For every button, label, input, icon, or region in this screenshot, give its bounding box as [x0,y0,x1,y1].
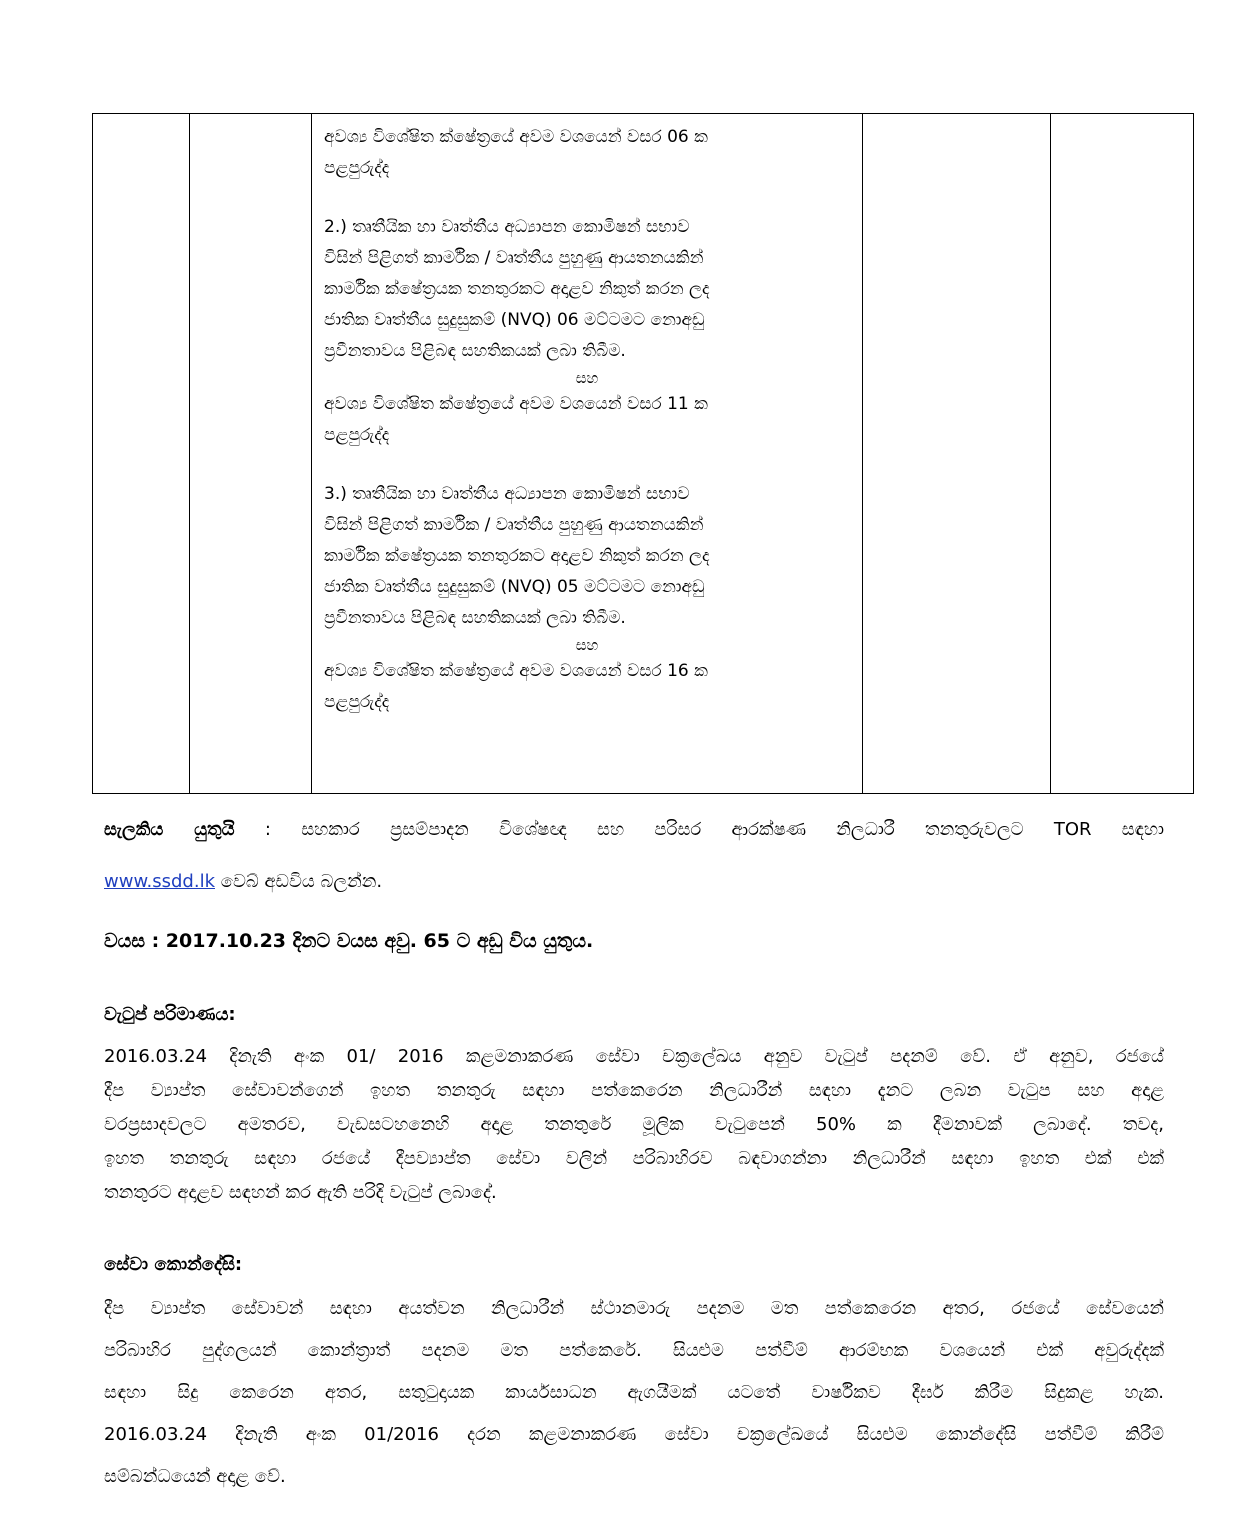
service-line: පරිබාහිර පුද්ගලයන් කොන්ත්‍රාත් පදනම මත පත්කෙරේ. සියළුම පත්වීම් ආරම්භක වශයෙන් එක් අවුරුද්දක් [104,1340,1164,1361]
service-line: 2016.03.24 දිනැති අංක 01/2016 දරන කළමනාකරණ සේවා චක්‍රලේඛයේ සියළුම කොන්දේසි පත්වීම් කිරීම් [104,1424,1164,1445]
salary-heading: වැටුප් පරිමාණය: [104,1004,236,1025]
note-text: සහකාර ප්‍රසම්පාදන විශේෂඥ සහ පරිසර ආරක්ෂණ නිලධාරී තනතුරුවලට TOR සඳහා [301,819,1164,840]
salary-section [104,1000,1164,1210]
qualification-line: ජාතික වෘත්තීය සුදුසුකම් (NVQ) 05 මට්ටමට නොඅඩු [324,577,705,597]
qualification-line: 2.) තෘතීයික හා වෘත්තීය අධ්‍යාපන කොමිෂන් සභාව [324,217,690,237]
salary-line: දීප ව්‍යාප්ත සේවාවන්ගෙන් ඉහත තනතුරු සඳහා පත්කෙරෙන නිලධාරීන් සඳහා දැනට ලබන වැටුප සහ අදාළ [104,1080,1164,1101]
table-cell-empty-5 [1051,114,1194,794]
qualification-line: 3.) තෘතීයික හා වෘත්තීය අධ්‍යාපන කොමිෂන් සභාව [324,484,690,504]
spacer [324,184,850,212]
service-heading: සේවා කොන්දේසි: [104,1254,243,1275]
note-after-link: වෙබ් අඩවිය බලන්න. [220,871,383,892]
table-cell-empty-4 [863,114,1051,794]
note-line-1 [104,810,1164,850]
service-section [104,1250,1164,1498]
qualification-line: පළපුරුද්ද [324,425,390,445]
qualification-line: කාර්මික ක්ෂේත්‍රයක තනතුරකට අදාළව නිකුත් කරන ලද [324,279,710,299]
qualification-line: ප්‍රවීනතාවය පිළිබඳ සහතිකයක් ලබා තිබීම. [324,341,626,361]
qualification-line: කාර්මික ක්ෂේත්‍රයක තනතුරකට අදාළව නිකුත් කරන ලද [324,546,710,566]
salary-line: 2016.03.24 දිනැති අංක 01/ 2016 කළමනාකරණ සේවා චක්‍රලේඛය අනුව වැටුප් පදනම් වේ. ඒ අනුව, රජයේ [104,1046,1164,1067]
qualification-line: අවශ්‍ය විශේෂිත ක්ෂේත්‍රයේ අවම වශයෙන් වසර 06 ක [324,127,708,147]
qualification-line: ජාතික වෘත්තීය සුදුසුකම් (NVQ) 06 මට්ටමට නොඅඩු [324,310,705,330]
salary-line: තනතුරට අදාළව සඳහන් කර ඇති පරිදි වැටුප් ලබාදේ. [104,1182,497,1203]
salary-line: ඉහත තනතුරු සඳහා රජයේ දීපව්‍යාප්ත සේවා වලින් පරිබාහිරව බඳවාගන්නා නිලධාරීන් සඳහා ඉහත එක් එක් [104,1148,1164,1169]
website-link[interactable]: www.ssdd.lk [104,871,215,892]
qualification-line: අවශ්‍ය විශේෂිත ක්ෂේත්‍රයේ අවම වශයෙන් වසර 16 ක [324,661,708,681]
service-body [104,1288,1164,1498]
spacer [324,451,850,479]
qualifications-table [92,113,1194,794]
qualification-line: අවශ්‍ය විශේෂිත ක්ෂේත්‍රයේ අවම වශයෙන් වසර 11 ක [324,394,708,414]
table-cell-empty-1 [93,114,190,794]
salary-line: වරප්‍රසාදවලට අමතරව, වැඩසටහනෙහි අදාළ තනතුරේ මූලික වැටුපෙන් 50% ක දීමනාවක් ලබාදේ. තවද, [104,1114,1164,1135]
note-line-2 [104,862,1164,902]
service-line: දීප ව්‍යාප්ත සේවාවන් සඳහා අයත්වන නිලධාරීන් ස්ථානමාරු පදනම මත පත්කෙරෙන අතර, රජයේ සේවයෙන් [104,1298,1164,1319]
conjunction-and: සහ [575,369,599,387]
qualification-line: පළපුරුද්ද [324,692,390,712]
qualification-line: පළපුරුද්ද [324,158,390,178]
service-line: සම්බන්ධයෙන් අදාළ වේ. [104,1466,286,1487]
service-line: සඳහා සිදු කෙරෙන අතර, සතුටුදායක කාර්යසාධන ඇගයීමක් යටතේ වාර්ෂිකව දීර්ඝ කිරීම සිදුකළ හැක. [104,1382,1164,1403]
salary-body [104,1040,1164,1210]
qualification-line: ප්‍රවීනතාවය පිළිබඳ සහතිකයක් ලබා තිබීම. [324,608,626,628]
qualification-line: විසින් පිළිගත් කාර්මික / වෘත්තීය පුහුණු ආයතනයකින් [324,515,704,535]
qualification-line: විසින් පිළිගත් කාර්මික / වෘත්තීය පුහුණු ආයතනයකින් [324,248,704,268]
table-row [93,114,1194,794]
table-cell-empty-2 [190,114,312,794]
note-label: සැලකිය යුතුයි [104,819,235,840]
note-paragraph [104,810,1164,902]
qualification-text-cell [312,114,863,794]
note-colon: : [264,819,271,840]
age-requirement: වයස : 2017.10.23 දිනට වයස අවු. 65 ට අඩු විය යුතුය. [104,930,594,952]
conjunction-and: සහ [575,636,599,654]
